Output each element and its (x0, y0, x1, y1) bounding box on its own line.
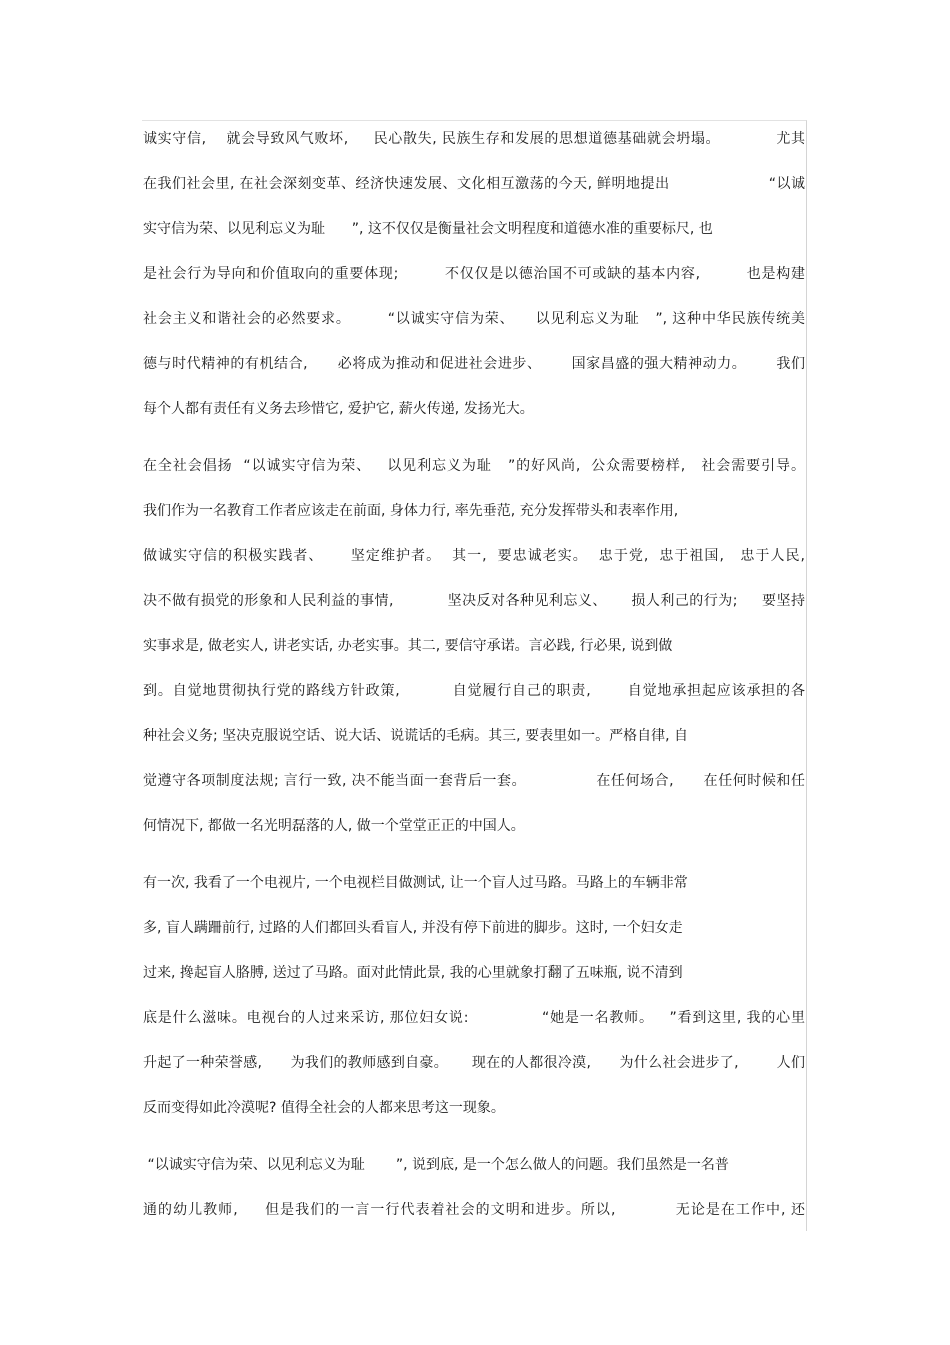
text-line: 实守信为荣、以见利忘义为耻 ”, 这不仅仅是衡量社会文明程度和道德水准的重要标尺, 也 (143, 221, 713, 237)
text-line: 有一次, 我看了一个电视片, 一个电视栏目做测试, 让一个盲人过马路。马路上的车辆非常 (143, 875, 688, 891)
paragraph-1 (143, 125, 805, 440)
paragraph-2 (143, 452, 805, 857)
paragraph-4 (143, 1151, 805, 1241)
paragraph-spacer (143, 1139, 805, 1151)
text-line: 觉遵守各项制度法规; 言行一致, 决不能当面一套背后一套。 在任何场合, 在任何时候和任 (143, 773, 805, 789)
text-line: 何情况下, 都做一名光明磊落的人, 做一个堂堂正正的中国人。 (143, 818, 525, 834)
text-line: 我们作为一名教育工作者应该走在前面, 身体力行, 率先垂范, 充分发挥带头和表率作用, (143, 503, 679, 519)
text-line: 底是什么滋味。电视台的人过来采访, 那位妇女说: “她是一名教师。 ”看到这里, 我的心里 (143, 1010, 805, 1026)
document-body (143, 125, 805, 1241)
text-line: 是社会行为导向和价值取向的重要体现; 不仅仅是以德治国不可或缺的基本内容, 也是构建 (143, 266, 805, 282)
text-line: 在全社会倡扬 “以诚实守信为荣、 以见利忘义为耻 ”的好风尚, 公众需要榜样, 社会需要引导。 (143, 458, 805, 474)
text-line: 到。自觉地贯彻执行党的路线方针政策, 自觉履行自己的职责, 自觉地承担起应该承担的各 (143, 683, 805, 699)
text-line: 社会主义和谐社会的必然要求。 “以诚实守信为荣、 以见利忘义为耻 ”, 这种中华民族传统美 (143, 311, 805, 327)
text-line: “以诚实守信为荣、以见利忘义为耻 ”, 说到底, 是一个怎么做人的问题。我们虽然是一名普 (143, 1157, 729, 1173)
text-line: 多, 盲人蹒跚前行, 过路的人们都回头看盲人, 并没有停下前进的脚步。这时, 一个妇女走 (143, 920, 683, 936)
text-line: 每个人都有责任有义务去珍惜它, 爱护它, 薪火传递, 发扬光大。 (143, 401, 534, 417)
text-line: 做诚实守信的积极实践者、 坚定维护者。 其一, 要忠诚老实。 忠于党, 忠于祖国, 忠于人民, (143, 548, 805, 564)
text-line: 通的幼儿教师, 但是我们的一言一行代表着社会的文明和进步。所以, 无论是在工作中, 还 (143, 1202, 805, 1218)
paragraph-spacer (143, 440, 805, 452)
text-line: 诚实守信, 就会导致风气败坏, 民心散失, 民族生存和发展的思想道德基础就会坍塌。 尤其 (143, 131, 805, 147)
text-line: 决不做有损党的形象和人民利益的事情, 坚决反对各种见利忘义、 损人利己的行为; 要坚持 (143, 593, 805, 609)
text-line: 德与时代精神的有机结合, 必将成为推动和促进社会进步、 国家昌盛的强大精神动力。 我们 (143, 356, 805, 372)
text-line: 过来, 搀起盲人胳膊, 送过了马路。面对此情此景, 我的心里就象打翻了五味瓶, 说不清到 (143, 965, 683, 981)
text-line: 升起了一种荣誉感, 为我们的教师感到自豪。 现在的人都很冷漠, 为什么社会进步了, 人们 (143, 1055, 805, 1071)
text-line: 反而变得如此冷漠呢? 值得全社会的人都来思考这一现象。 (143, 1100, 505, 1116)
text-line: 种社会义务; 坚决克服说空话、说大话、说谎话的毛病。其三, 要表里如一。严格自律, 自 (143, 728, 688, 744)
text-line: 在我们社会里, 在社会深刻变革、经济快速发展、文化相互激荡的今天, 鲜明地提出 “以诚 (143, 176, 805, 192)
paragraph-3 (143, 869, 805, 1139)
text-line: 实事求是, 做老实人, 讲老实话, 办老实事。其二, 要信守承诺。言必践, 行必果, 说到做 (143, 638, 673, 654)
paragraph-spacer (143, 857, 805, 869)
